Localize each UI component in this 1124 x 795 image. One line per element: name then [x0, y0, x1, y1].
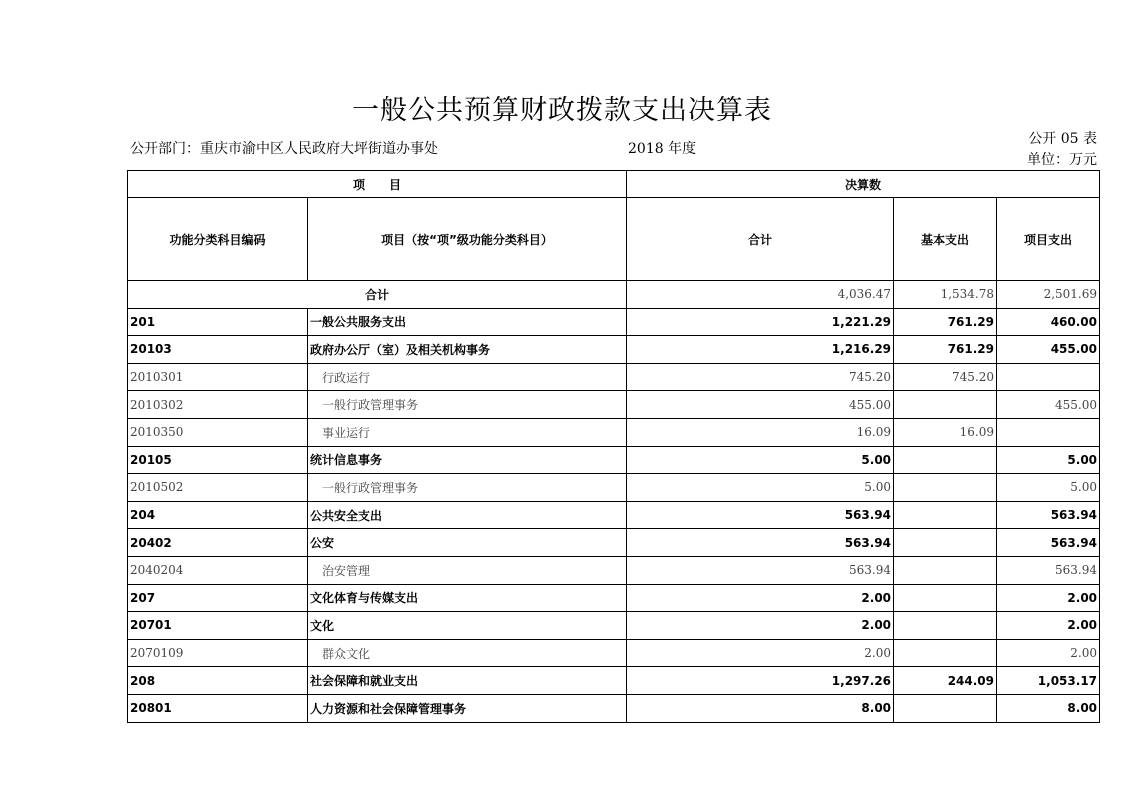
row-name-cell: 一般行政管理事务	[308, 474, 627, 502]
row-total-cell: 8.00	[627, 694, 894, 722]
unit-label: 单位：万元	[1027, 152, 1097, 168]
header-name: 项目（按“项”级功能分类科目）	[308, 198, 627, 281]
header-final-amount: 决算数	[627, 171, 1100, 198]
table-row	[128, 308, 1100, 336]
budget-table	[127, 170, 1100, 723]
row-code-cell: 20402	[128, 529, 308, 557]
row-code-cell: 2010302	[128, 391, 308, 419]
row-project-cell: 455.00	[997, 391, 1100, 419]
table-row	[128, 584, 1100, 612]
row-basic-cell	[894, 446, 997, 474]
row-name-cell: 公安	[308, 529, 627, 557]
table-number-label: 公开 05 表	[1028, 131, 1097, 147]
row-total-cell: 2.00	[627, 584, 894, 612]
row-code-cell: 20801	[128, 694, 308, 722]
row-project-cell: 5.00	[997, 446, 1100, 474]
row-total-cell: 563.94	[627, 501, 894, 529]
row-total-cell: 1,297.26	[627, 667, 894, 695]
row-name-cell: 社会保障和就业支出	[308, 667, 627, 695]
total-row	[128, 281, 1100, 309]
row-basic-cell: 244.09	[894, 667, 997, 695]
row-basic-cell	[894, 501, 997, 529]
row-total-cell: 5.00	[627, 474, 894, 502]
row-code-cell: 2070109	[128, 639, 308, 667]
row-name-cell: 一般行政管理事务	[308, 391, 627, 419]
table-row	[128, 639, 1100, 667]
total-project: 2,501.69	[997, 281, 1100, 309]
header-basic: 基本支出	[894, 198, 997, 281]
row-basic-cell	[894, 391, 997, 419]
row-name-cell: 统计信息事务	[308, 446, 627, 474]
row-total-cell: 2.00	[627, 612, 894, 640]
row-name-cell: 人力资源和社会保障管理事务	[308, 694, 627, 722]
table-row	[128, 336, 1100, 364]
table-row	[128, 612, 1100, 640]
row-project-cell: 563.94	[997, 501, 1100, 529]
table-row	[128, 391, 1100, 419]
row-name-cell: 文化	[308, 612, 627, 640]
row-name-cell: 文化体育与传媒支出	[308, 584, 627, 612]
row-total-cell: 563.94	[627, 556, 894, 584]
header-item: 项 目	[128, 171, 627, 198]
row-code-cell: 20701	[128, 612, 308, 640]
header-row-bottom	[128, 198, 1100, 281]
row-total-cell: 455.00	[627, 391, 894, 419]
header-code: 功能分类科目编码	[128, 198, 308, 281]
header-total: 合计	[627, 198, 894, 281]
table-row	[128, 694, 1100, 722]
row-project-cell	[997, 363, 1100, 391]
table-row	[128, 474, 1100, 502]
row-project-cell: 563.94	[997, 529, 1100, 557]
row-basic-cell: 761.29	[894, 308, 997, 336]
row-name-cell: 一般公共服务支出	[308, 308, 627, 336]
total-basic: 1,534.78	[894, 281, 997, 309]
row-total-cell: 16.09	[627, 418, 894, 446]
row-project-cell: 5.00	[997, 474, 1100, 502]
row-name-cell: 群众文化	[308, 639, 627, 667]
total-amount: 4,036.47	[627, 281, 894, 309]
row-basic-cell	[894, 612, 997, 640]
fiscal-year-label: 2018 年度	[628, 141, 697, 157]
row-project-cell	[997, 418, 1100, 446]
row-basic-cell	[894, 584, 997, 612]
row-project-cell: 2.00	[997, 612, 1100, 640]
total-label: 合计	[128, 281, 627, 309]
row-project-cell: 2.00	[997, 584, 1100, 612]
row-project-cell: 1,053.17	[997, 667, 1100, 695]
row-code-cell: 20105	[128, 446, 308, 474]
row-total-cell: 745.20	[627, 363, 894, 391]
row-basic-cell	[894, 474, 997, 502]
row-total-cell: 2.00	[627, 639, 894, 667]
row-code-cell: 2010502	[128, 474, 308, 502]
row-total-cell: 563.94	[627, 529, 894, 557]
row-name-cell: 公共安全支出	[308, 501, 627, 529]
row-code-cell: 204	[128, 501, 308, 529]
table-row	[128, 418, 1100, 446]
row-code-cell: 208	[128, 667, 308, 695]
row-name-cell: 政府办公厅（室）及相关机构事务	[308, 336, 627, 364]
table-row	[128, 556, 1100, 584]
row-total-cell: 1,221.29	[627, 308, 894, 336]
row-total-cell: 1,216.29	[627, 336, 894, 364]
row-project-cell: 460.00	[997, 308, 1100, 336]
table-row	[128, 529, 1100, 557]
row-code-cell: 207	[128, 584, 308, 612]
header-row-top	[128, 171, 1100, 198]
table-row	[128, 363, 1100, 391]
row-basic-cell: 745.20	[894, 363, 997, 391]
row-project-cell: 8.00	[997, 694, 1100, 722]
row-project-cell: 563.94	[997, 556, 1100, 584]
row-name-cell: 治安管理	[308, 556, 627, 584]
row-name-cell: 事业运行	[308, 418, 627, 446]
row-code-cell: 201	[128, 308, 308, 336]
row-project-cell: 455.00	[997, 336, 1100, 364]
row-code-cell: 20103	[128, 336, 308, 364]
row-basic-cell: 761.29	[894, 336, 997, 364]
row-basic-cell	[894, 529, 997, 557]
row-name-cell: 行政运行	[308, 363, 627, 391]
row-code-cell: 2010350	[128, 418, 308, 446]
row-project-cell: 2.00	[997, 639, 1100, 667]
row-basic-cell: 16.09	[894, 418, 997, 446]
row-basic-cell	[894, 639, 997, 667]
row-basic-cell	[894, 694, 997, 722]
row-total-cell: 5.00	[627, 446, 894, 474]
row-code-cell: 2040204	[128, 556, 308, 584]
row-basic-cell	[894, 556, 997, 584]
row-code-cell: 2010301	[128, 363, 308, 391]
table-row	[128, 501, 1100, 529]
table-row	[128, 667, 1100, 695]
department-label: 公开部门：重庆市渝中区人民政府大坪街道办事处	[130, 141, 438, 157]
table-row	[128, 446, 1100, 474]
page-title: 一般公共预算财政拨款支出决算表	[352, 95, 772, 126]
header-project: 项目支出	[997, 198, 1100, 281]
